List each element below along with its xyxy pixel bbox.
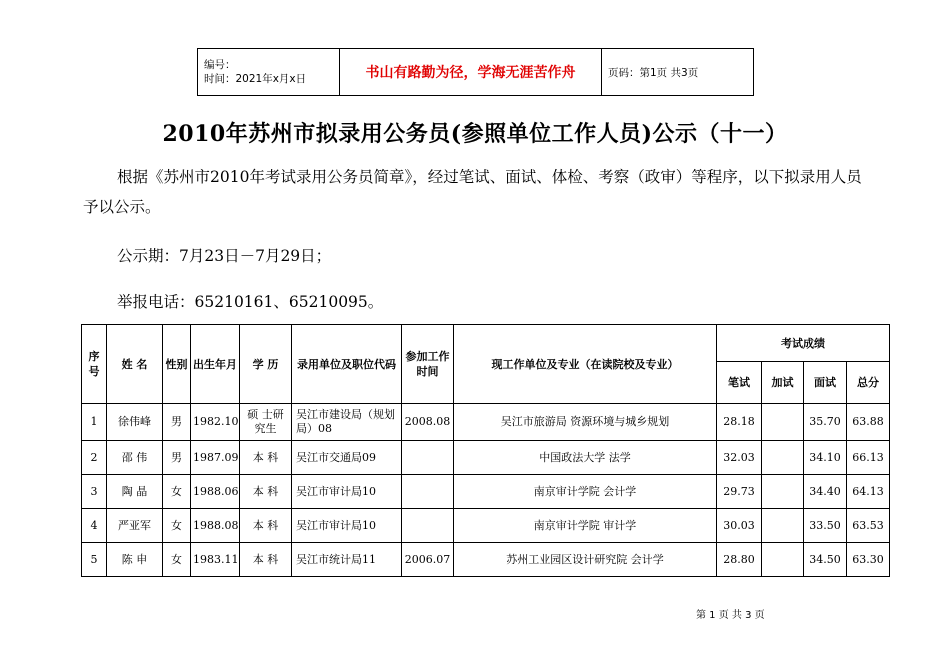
cell-work-start: 2006.07 — [402, 543, 454, 577]
cell-unit: 吴江市统计局11 — [292, 543, 402, 577]
cell-gender: 男 — [163, 441, 191, 475]
cell-current: 吴江市旅游局 资源环境与城乡规划 — [454, 404, 717, 441]
cell-total: 64.13 — [847, 475, 890, 509]
col-header-scores: 考试成绩 — [717, 325, 890, 362]
cell-no: 4 — [82, 509, 107, 543]
col-header-written: 笔试 — [717, 362, 762, 404]
cell-bonus — [762, 441, 804, 475]
cell-current: 中国政法大学 法学 — [454, 441, 717, 475]
cell-bonus — [762, 543, 804, 577]
cell-birth: 1987.09 — [191, 441, 240, 475]
cell-work-start — [402, 475, 454, 509]
cell-education: 本 科 — [240, 543, 292, 577]
cell-birth: 1983.11 — [191, 543, 240, 577]
cell-written: 28.18 — [717, 404, 762, 441]
phone-paragraph: 举报电话：65210161、65210095。 — [117, 293, 384, 311]
col-header-work-start: 参加工作时间 — [402, 325, 454, 404]
cell-education: 本 科 — [240, 509, 292, 543]
cell-bonus — [762, 509, 804, 543]
header-meta — [198, 49, 340, 96]
cell-work-start — [402, 509, 454, 543]
cell-name: 徐伟峰 — [107, 404, 163, 441]
cell-interview: 34.10 — [804, 441, 847, 475]
cell-bonus — [762, 475, 804, 509]
table-row — [82, 441, 890, 475]
cell-name: 陈 申 — [107, 543, 163, 577]
cell-bonus — [762, 404, 804, 441]
table-row — [82, 543, 890, 577]
cell-education: 硕 士研究生 — [240, 404, 292, 441]
cell-name: 邵 伟 — [107, 441, 163, 475]
cell-unit: 吴江市交通局09 — [292, 441, 402, 475]
cell-total: 63.30 — [847, 543, 890, 577]
table-row — [82, 404, 890, 441]
header-time: 时间：2021年x月x日 — [204, 73, 307, 85]
cell-unit: 吴江市审计局10 — [292, 509, 402, 543]
table-row — [82, 509, 890, 543]
col-header-current: 现工作单位及专业（在读院校及专业） — [454, 325, 717, 404]
cell-gender: 女 — [163, 509, 191, 543]
cell-name: 陶 晶 — [107, 475, 163, 509]
table-row — [82, 475, 890, 509]
cell-unit: 吴江市建设局（规划局）08 — [292, 404, 402, 441]
cell-gender: 女 — [163, 475, 191, 509]
header-number: 编号： — [204, 59, 236, 71]
col-header-birth: 出生年月 — [191, 325, 240, 404]
cell-gender: 男 — [163, 404, 191, 441]
cell-unit: 吴江市审计局10 — [292, 475, 402, 509]
cell-interview: 33.50 — [804, 509, 847, 543]
col-header-gender: 性别 — [163, 325, 191, 404]
cell-birth: 1988.08 — [191, 509, 240, 543]
cell-gender: 女 — [163, 543, 191, 577]
cell-interview: 35.70 — [804, 404, 847, 441]
cell-current: 南京审计学院 会计学 — [454, 475, 717, 509]
cell-interview: 34.50 — [804, 543, 847, 577]
cell-no: 1 — [82, 404, 107, 441]
header-slogan: 书山有路勤为径，学海无涯苦作舟 — [340, 49, 602, 96]
header-page: 页码：第1页 共3页 — [602, 49, 754, 96]
cell-current: 南京审计学院 审计学 — [454, 509, 717, 543]
page-footer: 第 1 页 共 3 页 — [696, 610, 765, 621]
cell-total: 63.88 — [847, 404, 890, 441]
candidates-table — [81, 324, 890, 577]
col-header-name: 姓 名 — [107, 325, 163, 404]
cell-total: 63.53 — [847, 509, 890, 543]
cell-no: 2 — [82, 441, 107, 475]
table-header-row — [82, 325, 890, 362]
page-title: 2010年苏州市拟录用公务员(参照单位工作人员)公示（十一） — [162, 121, 788, 147]
col-header-bonus: 加试 — [762, 362, 804, 404]
cell-written: 30.03 — [717, 509, 762, 543]
cell-total: 66.13 — [847, 441, 890, 475]
col-header-interview: 面试 — [804, 362, 847, 404]
document-header — [197, 48, 754, 96]
cell-name: 严亚军 — [107, 509, 163, 543]
cell-education: 本 科 — [240, 441, 292, 475]
col-header-unit: 录用单位及职位代码 — [292, 325, 402, 404]
cell-work-start — [402, 441, 454, 475]
cell-education: 本 科 — [240, 475, 292, 509]
col-header-no: 序号 — [82, 325, 107, 404]
period-paragraph: 公示期：7月23日－7月29日； — [117, 247, 332, 265]
intro-paragraph: 根据《苏州市2010年考试录用公务员简章》，经过笔试、面试、体检、考察（政审）等程序，以下拟录用人员予以公示。 — [83, 168, 862, 216]
cell-interview: 34.40 — [804, 475, 847, 509]
cell-current: 苏州工业园区设计研究院 会计学 — [454, 543, 717, 577]
cell-birth: 1982.10 — [191, 404, 240, 441]
cell-written: 32.03 — [717, 441, 762, 475]
col-header-education: 学 历 — [240, 325, 292, 404]
cell-birth: 1988.06 — [191, 475, 240, 509]
cell-no: 5 — [82, 543, 107, 577]
cell-no: 3 — [82, 475, 107, 509]
cell-written: 28.80 — [717, 543, 762, 577]
cell-work-start: 2008.08 — [402, 404, 454, 441]
col-header-total: 总分 — [847, 362, 890, 404]
cell-written: 29.73 — [717, 475, 762, 509]
